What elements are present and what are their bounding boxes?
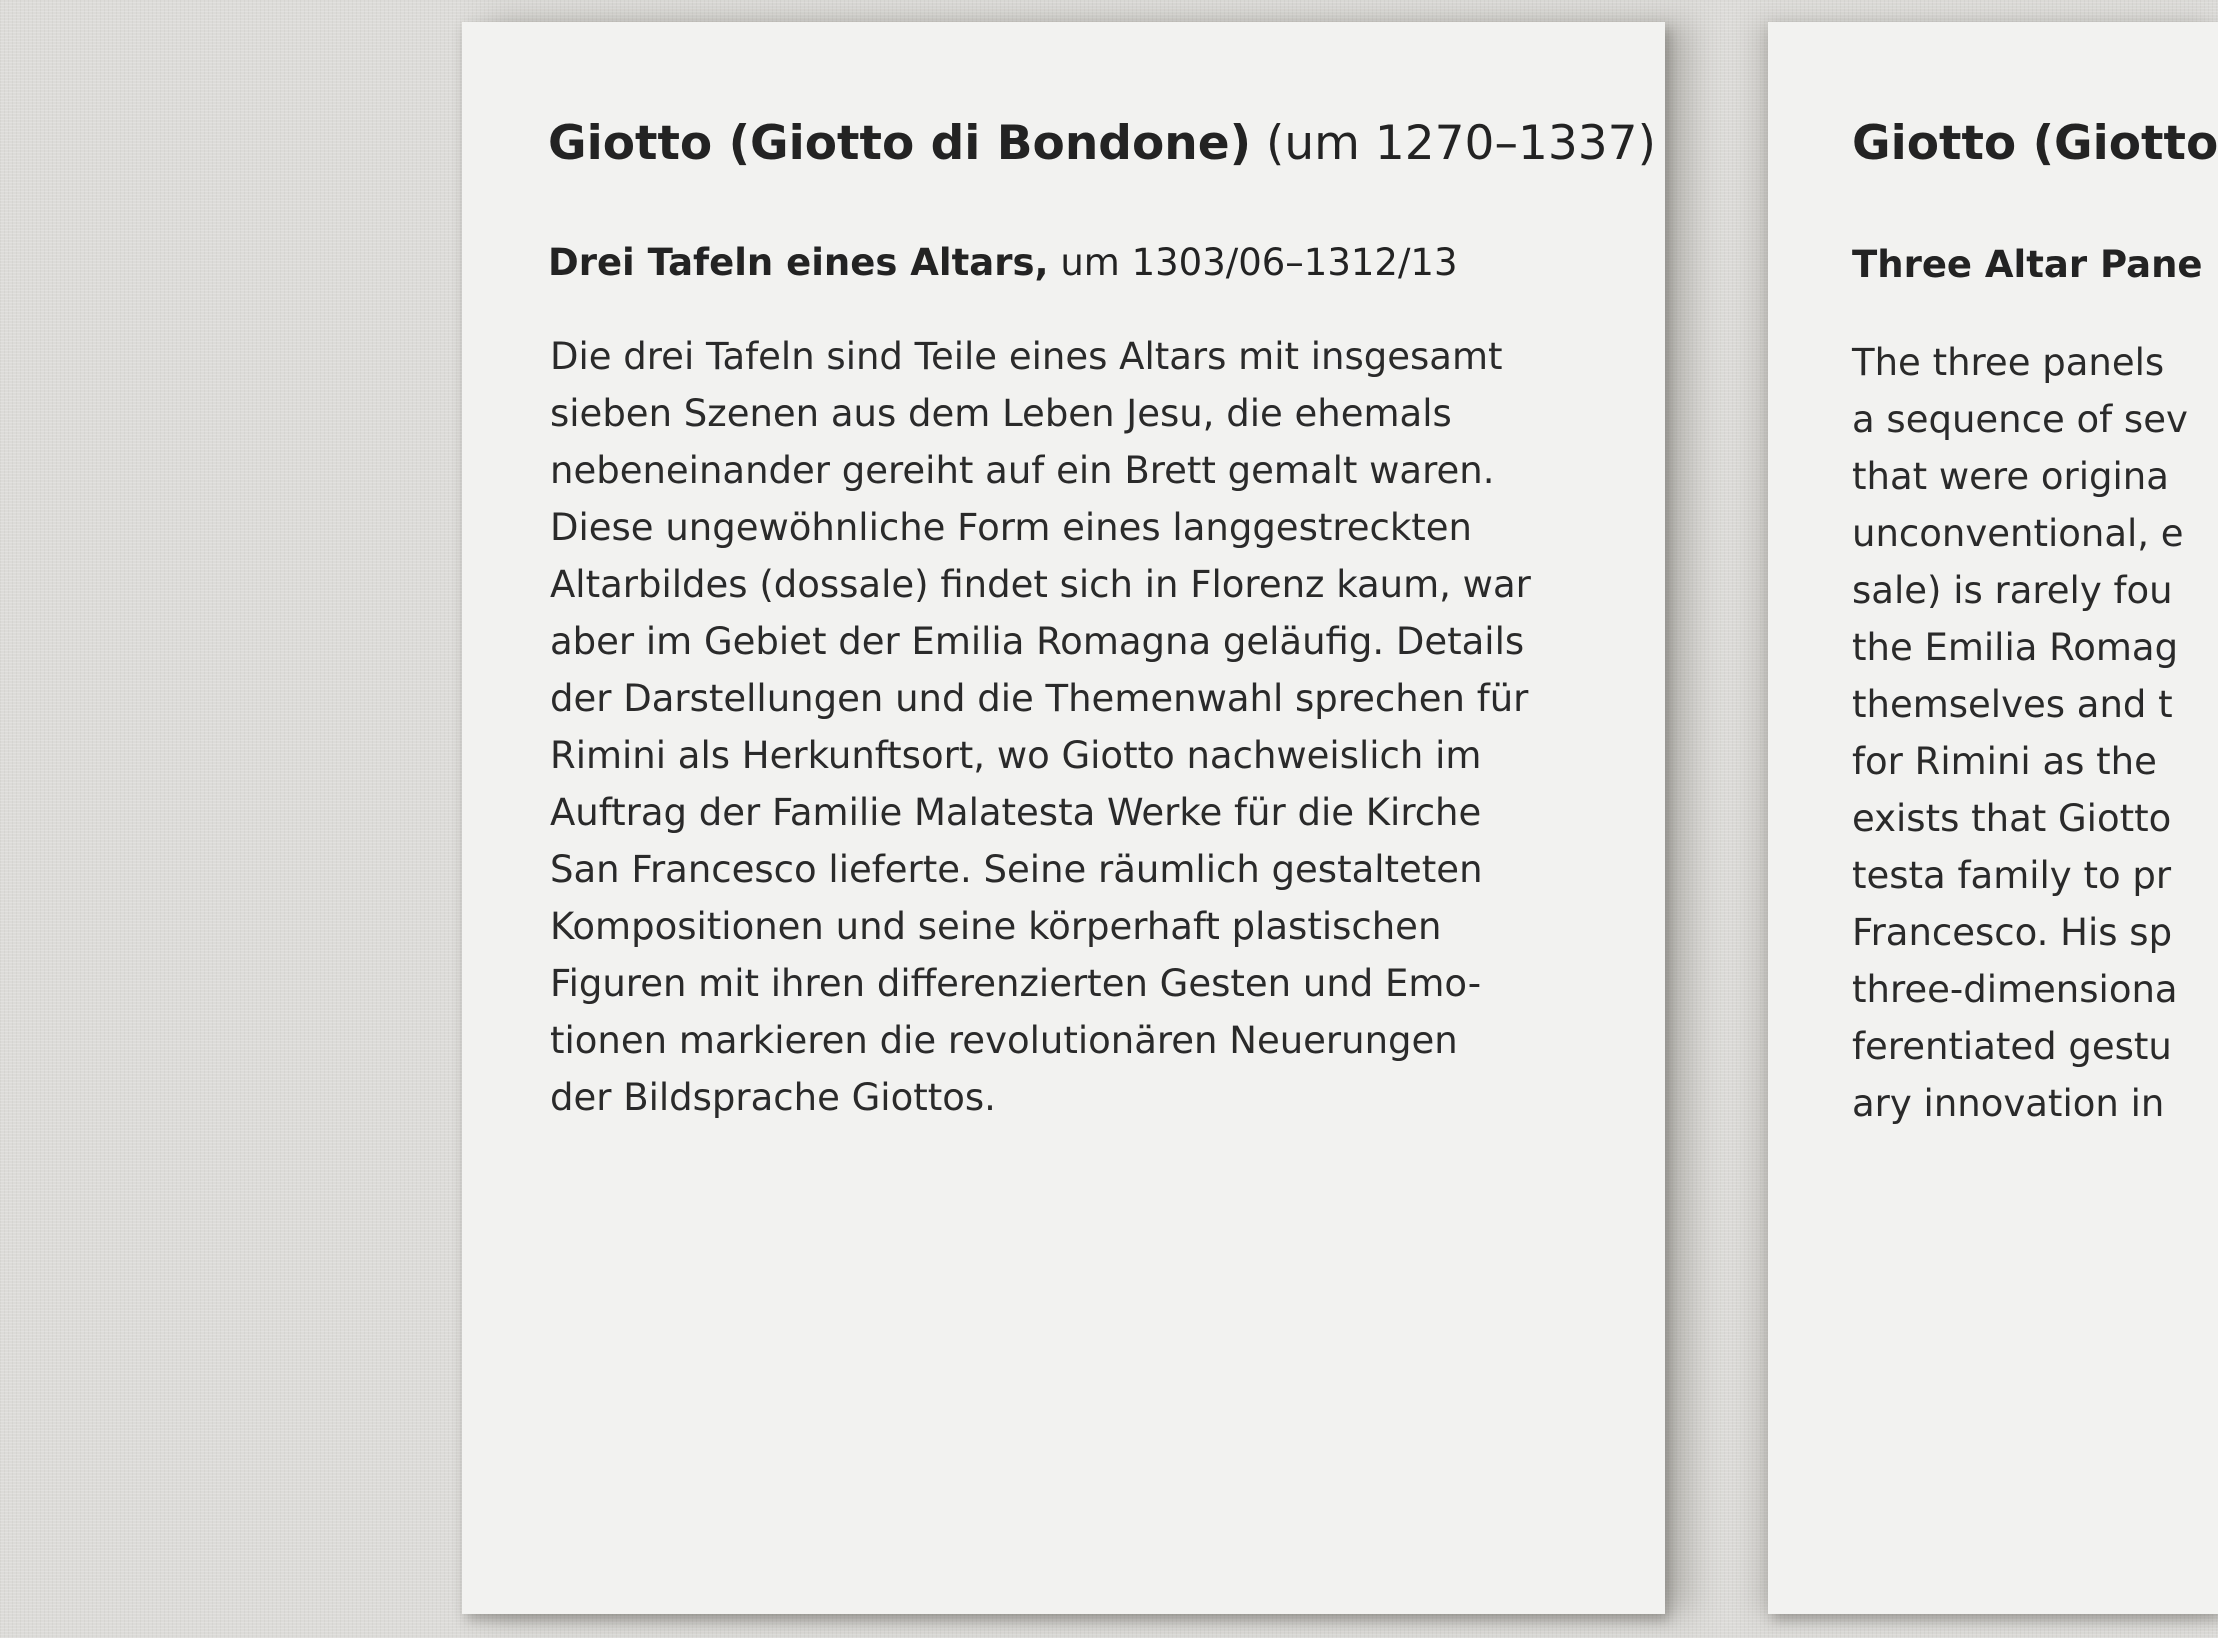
body-line: a sequence of sev: [1852, 398, 2188, 441]
body-line: Rimini als Herkunftsort, wo Giotto nachweislich im: [550, 734, 1482, 777]
work-title: Drei Tafeln eines Altars,: [548, 241, 1049, 284]
body-line: aber im Gebiet der Emilia Romagna geläufig. Details: [550, 620, 1525, 663]
body-line: sieben Szenen aus dem Leben Jesu, die ehemals: [550, 392, 1452, 435]
artist-heading: [1852, 116, 2218, 171]
body-line: sale) is rarely fou: [1852, 569, 2173, 612]
body-line: Francesco. His sp: [1852, 911, 2173, 954]
body-line: themselves and t: [1852, 683, 2173, 726]
body-line: Kompositionen und seine körperhaft plastischen: [550, 905, 1442, 948]
work-title: Three Altar Pane: [1852, 243, 2203, 286]
work-heading: [1852, 243, 2203, 286]
body-line: unconventional, e: [1852, 512, 2184, 555]
museum-label-german: [462, 22, 1665, 1614]
work-date: um 1303/06–1312/13: [1048, 241, 1458, 284]
museum-label-english: [1768, 22, 2218, 1614]
body-line: Diese ungewöhnliche Form eines langgestreckten: [550, 506, 1473, 549]
body-line: ary innovation in: [1852, 1082, 2165, 1125]
body-line: Figuren mit ihren differenzierten Gesten und Emo-: [550, 962, 1482, 1005]
body-line: Die drei Tafeln sind Teile eines Altars mit insgesamt: [550, 335, 1503, 378]
body-line: San Francesco lieferte. Seine räumlich gestalteten: [550, 848, 1483, 891]
body-line: the Emilia Romag: [1852, 626, 2179, 669]
body-line: der Bildsprache Giottos.: [550, 1076, 996, 1119]
body-line: three-dimensiona: [1852, 968, 2178, 1011]
body-line: nebeneinander gereiht auf ein Brett gemalt waren.: [550, 449, 1495, 492]
body-line: testa family to pr: [1852, 854, 2172, 897]
artist-dates: (um 1270–1337): [1251, 116, 1656, 171]
artist-name: Giotto (Giotto: [1852, 116, 2218, 171]
artist-name: Giotto (Giotto di Bondone): [548, 116, 1252, 171]
artist-heading: [548, 116, 1656, 171]
body-line: The three panels: [1852, 341, 2165, 384]
label-body-text: [1852, 334, 2188, 1132]
body-line: der Darstellungen und die Themenwahl sprechen für: [550, 677, 1529, 720]
body-line: Altarbildes (dossale) findet sich in Florenz kaum, war: [550, 563, 1531, 606]
body-line: that were origina: [1852, 455, 2169, 498]
body-line: ferentiated gestu: [1852, 1025, 2172, 1068]
body-line: for Rimini as the: [1852, 740, 2157, 783]
body-line: tionen markieren die revolutionären Neuerungen: [550, 1019, 1458, 1062]
work-heading: [548, 241, 1458, 284]
body-line: exists that Giotto: [1852, 797, 2172, 840]
body-line: Auftrag der Familie Malatesta Werke für die Kirche: [550, 791, 1482, 834]
label-body-text: [550, 328, 1531, 1126]
